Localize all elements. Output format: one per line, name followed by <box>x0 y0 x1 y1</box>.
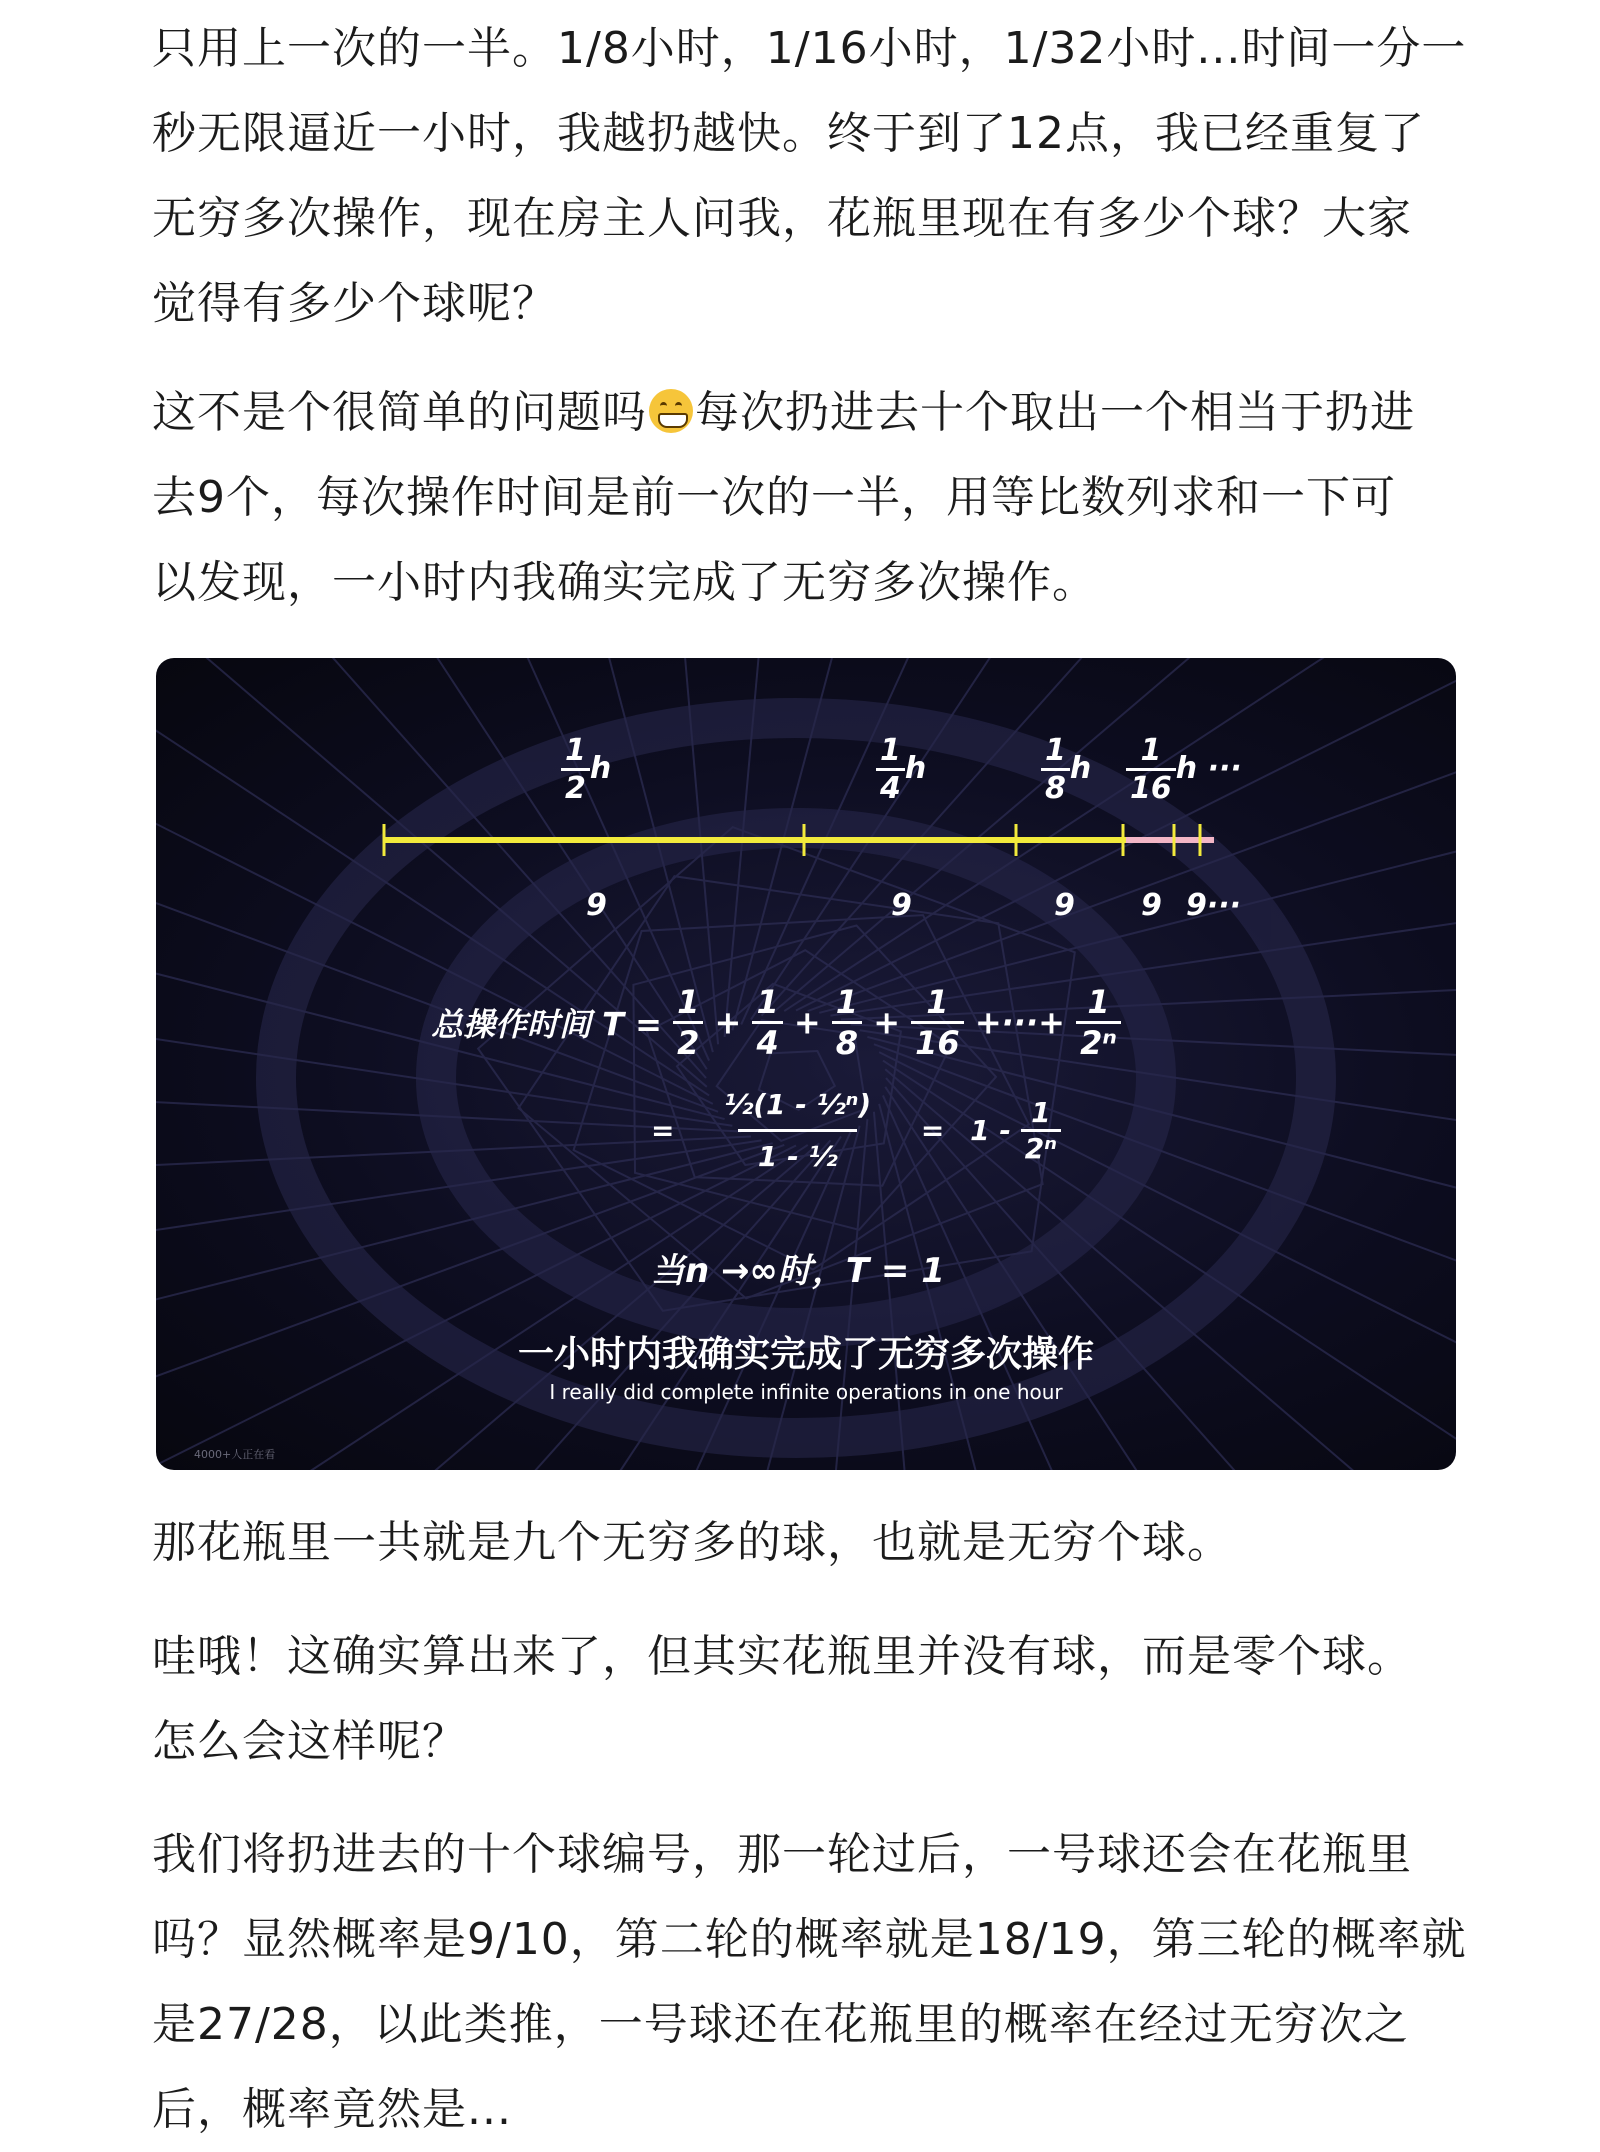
text-line <box>152 370 1452 455</box>
count-label: 9 <box>1141 888 1162 923</box>
text-line: 那花瓶里一共就是九个无穷多的球，也就是无穷个球。 <box>152 1517 1232 1568</box>
timeline-label: $\frac{1}{16}$ h ··· <box>1126 733 1242 806</box>
text-line: 是27/28，以此类推，一号球还在花瓶里的概率在经过无穷次之 <box>152 1999 1409 2050</box>
geometric-sum: = $\frac{\text{½(1 - ½ⁿ)}}{\text{1 - ½}}$ = 1 - $\frac{1}{\text{2ⁿ}}$ <box>651 1088 1061 1173</box>
timeline-label: $\frac{1}{8}$ h <box>1041 733 1091 806</box>
text-line: 吗？显然概率是9/10，第二轮的概率就是18/19，第三轮的概率就 <box>152 1914 1467 1965</box>
text-line: 只用上一次的一半。1/8小时，1/16小时，1/32小时...时间一分一 <box>152 23 1467 74</box>
text-line: 哇哦！这确实算出来了，但其实花瓶里并没有球，而是零个球。 <box>152 1631 1412 1682</box>
count-label: 9 <box>586 888 607 923</box>
viewer-count: 4000+人正在看 <box>194 1448 276 1461</box>
paragraph-5 <box>152 1812 1467 2152</box>
text-line: 以发现，一小时内我确实完成了无穷多次操作。 <box>152 557 1097 608</box>
timeline-label: $\frac{1}{4}$ h <box>876 733 926 806</box>
text-line: 觉得有多少个球呢？ <box>152 278 557 329</box>
text-line: 秒无限逼近一小时，我越扔越快。终于到了12点，我已经重复了 <box>152 108 1425 159</box>
text-segment: 这不是个很简单的问题吗 <box>152 387 647 438</box>
text-line: 怎么会这样呢？ <box>152 1716 467 1767</box>
timeline-label: $\frac{1}{2}$ h <box>561 733 611 806</box>
text-line: 无穷多次操作，现在房主人问我，花瓶里现在有多少个球？大家 <box>152 193 1412 244</box>
text-line: 我们将扔进去的十个球编号，那一轮过后，一号球还会在花瓶里 <box>152 1829 1412 1880</box>
count-label: 9 <box>891 888 912 923</box>
paragraph-2 <box>152 370 1452 625</box>
paragraph-3 <box>152 1500 1452 1585</box>
paragraph-4 <box>152 1614 1452 1784</box>
subtitle-english: I really did complete infinite operations in one hour <box>549 1380 1063 1404</box>
text-line: 去9个，每次操作时间是前一次的一半，用等比数列求和一下可 <box>152 472 1396 523</box>
subtitle-chinese: 一小时内我确实完成了无穷多次操作 <box>517 1334 1094 1375</box>
video-frame[interactable] <box>156 658 1456 1470</box>
count-label: 9 <box>1054 888 1075 923</box>
paragraph-1 <box>152 6 1467 346</box>
ellipsis: ··· <box>1207 751 1242 786</box>
sum-formula: 总操作时间 T = $\frac{1}{2}$ + $\frac{1}{4}$ + $\frac{1}{8}$ + $\frac{1}{16}$ +···+ $\frac{1}{\text{2ⁿ}}$ <box>431 983 1121 1062</box>
count-label: 9··· <box>1186 888 1242 923</box>
text-segment: 每次扔进去十个取出一个相当于扔进 <box>695 387 1415 438</box>
text-line: 后，概率竟然是... <box>152 2084 512 2135</box>
limit-statement: 当n →∞时，T = 1 <box>651 1251 945 1291</box>
grinning-face-icon <box>649 389 693 433</box>
